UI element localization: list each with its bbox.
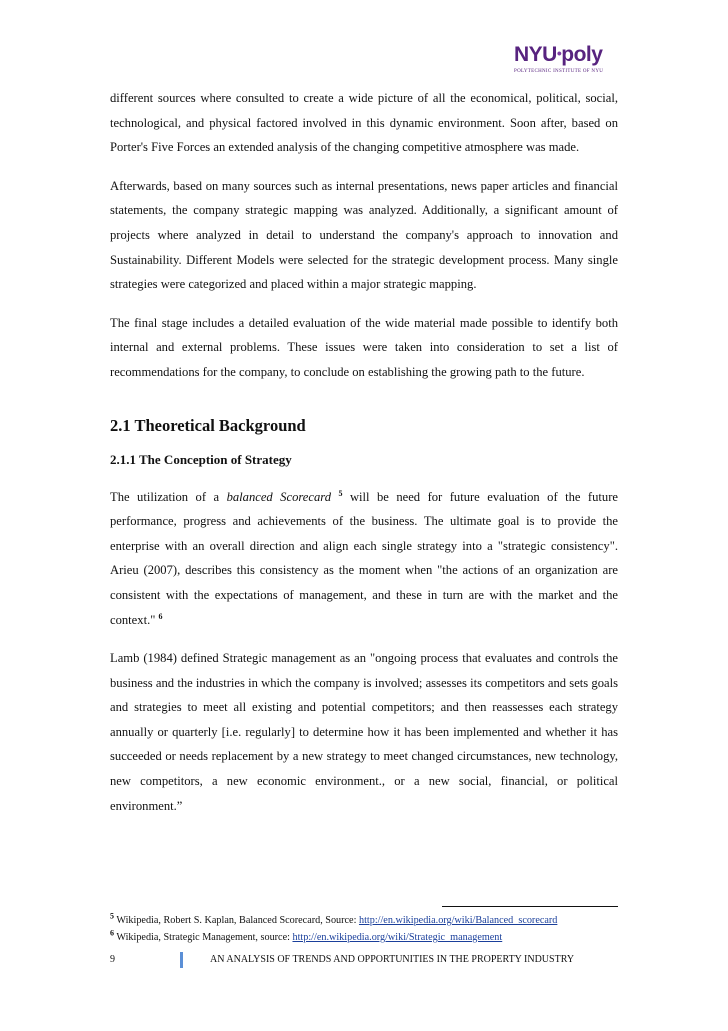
footnote-5 <box>110 912 630 929</box>
section-heading: 2.1 Theoretical Background <box>110 415 306 435</box>
footnote-link-strategic-management[interactable]: http://en.wikipedia.org/wiki/Strategic_management <box>292 932 503 943</box>
footer-divider-bar <box>180 952 183 968</box>
logo-dot: • <box>556 45 562 61</box>
footnote-text: Wikipedia, Robert S. Kaplan, Balanced Scorecard, Source: <box>114 915 359 926</box>
logo-wordmark <box>514 44 618 67</box>
paragraph-4 <box>110 485 618 633</box>
paragraph-4-text-b: will be need for future evaluation of the future performance, progress and achievements of the business. The ultimate goal is to provide the enterprise with an overall direction and align each single strategy into a "strategic consistency". Arieu (2007), describes this consistency as the moment when "the actions of an organization are consistent with the expectations of management, and these in turn are with the market and the context." <box>110 489 619 627</box>
nyu-poly-logo <box>514 44 618 74</box>
paragraph-5: Lamb (1984) defined Strategic management as an "ongoing process that evaluates and controls the business and the industries in which the company is involved; assesses its competitors and sets goals and strategies to meet all existing and potential competitors; and then reassesses each strategy annually or quarterly [i.e. regularly] to determine how it has been implemented and whether it has succeeded or needs replacement by a new strategy to meet changed circumstances, new technology, new competitors, a new economic environment., or a new social, financial, or political environment.” <box>110 651 618 813</box>
footnote-ref-6[interactable]: 6 <box>158 611 163 621</box>
paragraph-2: Afterwards, based on many sources such as internal presentations, news paper articles and financial statements, the company strategic mapping was analyzed. Additionally, a significant amount of projects where analyzed in detail to understand the company's approach to innovation and Sustainability. Different Models were selected for the strategic development process. Many single strategies were categorized and placed within a major strategic mapping. <box>110 178 618 292</box>
footnote-number: 5 <box>110 911 114 921</box>
footnote-number: 6 <box>110 928 114 938</box>
subsection-heading: 2.1.1 The Conception of Strategy <box>110 451 292 467</box>
logo-subtitle: POLYTECHNIC INSTITUTE OF NYU <box>514 69 604 74</box>
footnote-text: Wikipedia, Strategic Management, source: <box>114 932 293 943</box>
balanced-scorecard-term: balanced Scorecard <box>226 489 332 504</box>
logo-text-nyu: NYU <box>514 43 557 66</box>
paragraph-1: different sources where consulted to create a wide picture of all the economical, political, social, technological, and physical factored involved in this dynamic environment. Soon after, based on Porter's Five Forces an extended analysis of the changing competitive atmosphere was made. <box>110 91 618 155</box>
paragraph-3: The final stage includes a detailed evaluation of the wide material made possible to identify both internal and external problems. These issues were taken into consideration to set a list of recommendations for the company, to conclude on establishing the growing path to the future. <box>110 315 618 379</box>
page-number: 9 <box>110 954 115 965</box>
footnote-6 <box>110 929 630 946</box>
page-footer <box>110 954 618 972</box>
logo-text-poly: poly <box>561 43 603 66</box>
footer-title: AN ANALYSIS OF TRENDS AND OPPORTUNITIES IN THE PROPERTY INDUSTRY <box>210 954 575 965</box>
footnotes <box>110 912 630 946</box>
paragraph-4-text-a: The utilization of a <box>110 489 227 504</box>
footnote-ref-5[interactable]: 5 <box>338 488 343 498</box>
footnote-link-balanced-scorecard[interactable]: http://en.wikipedia.org/wiki/Balanced_scorecard <box>358 915 558 926</box>
page-content <box>110 86 618 818</box>
footnote-divider <box>442 906 618 907</box>
